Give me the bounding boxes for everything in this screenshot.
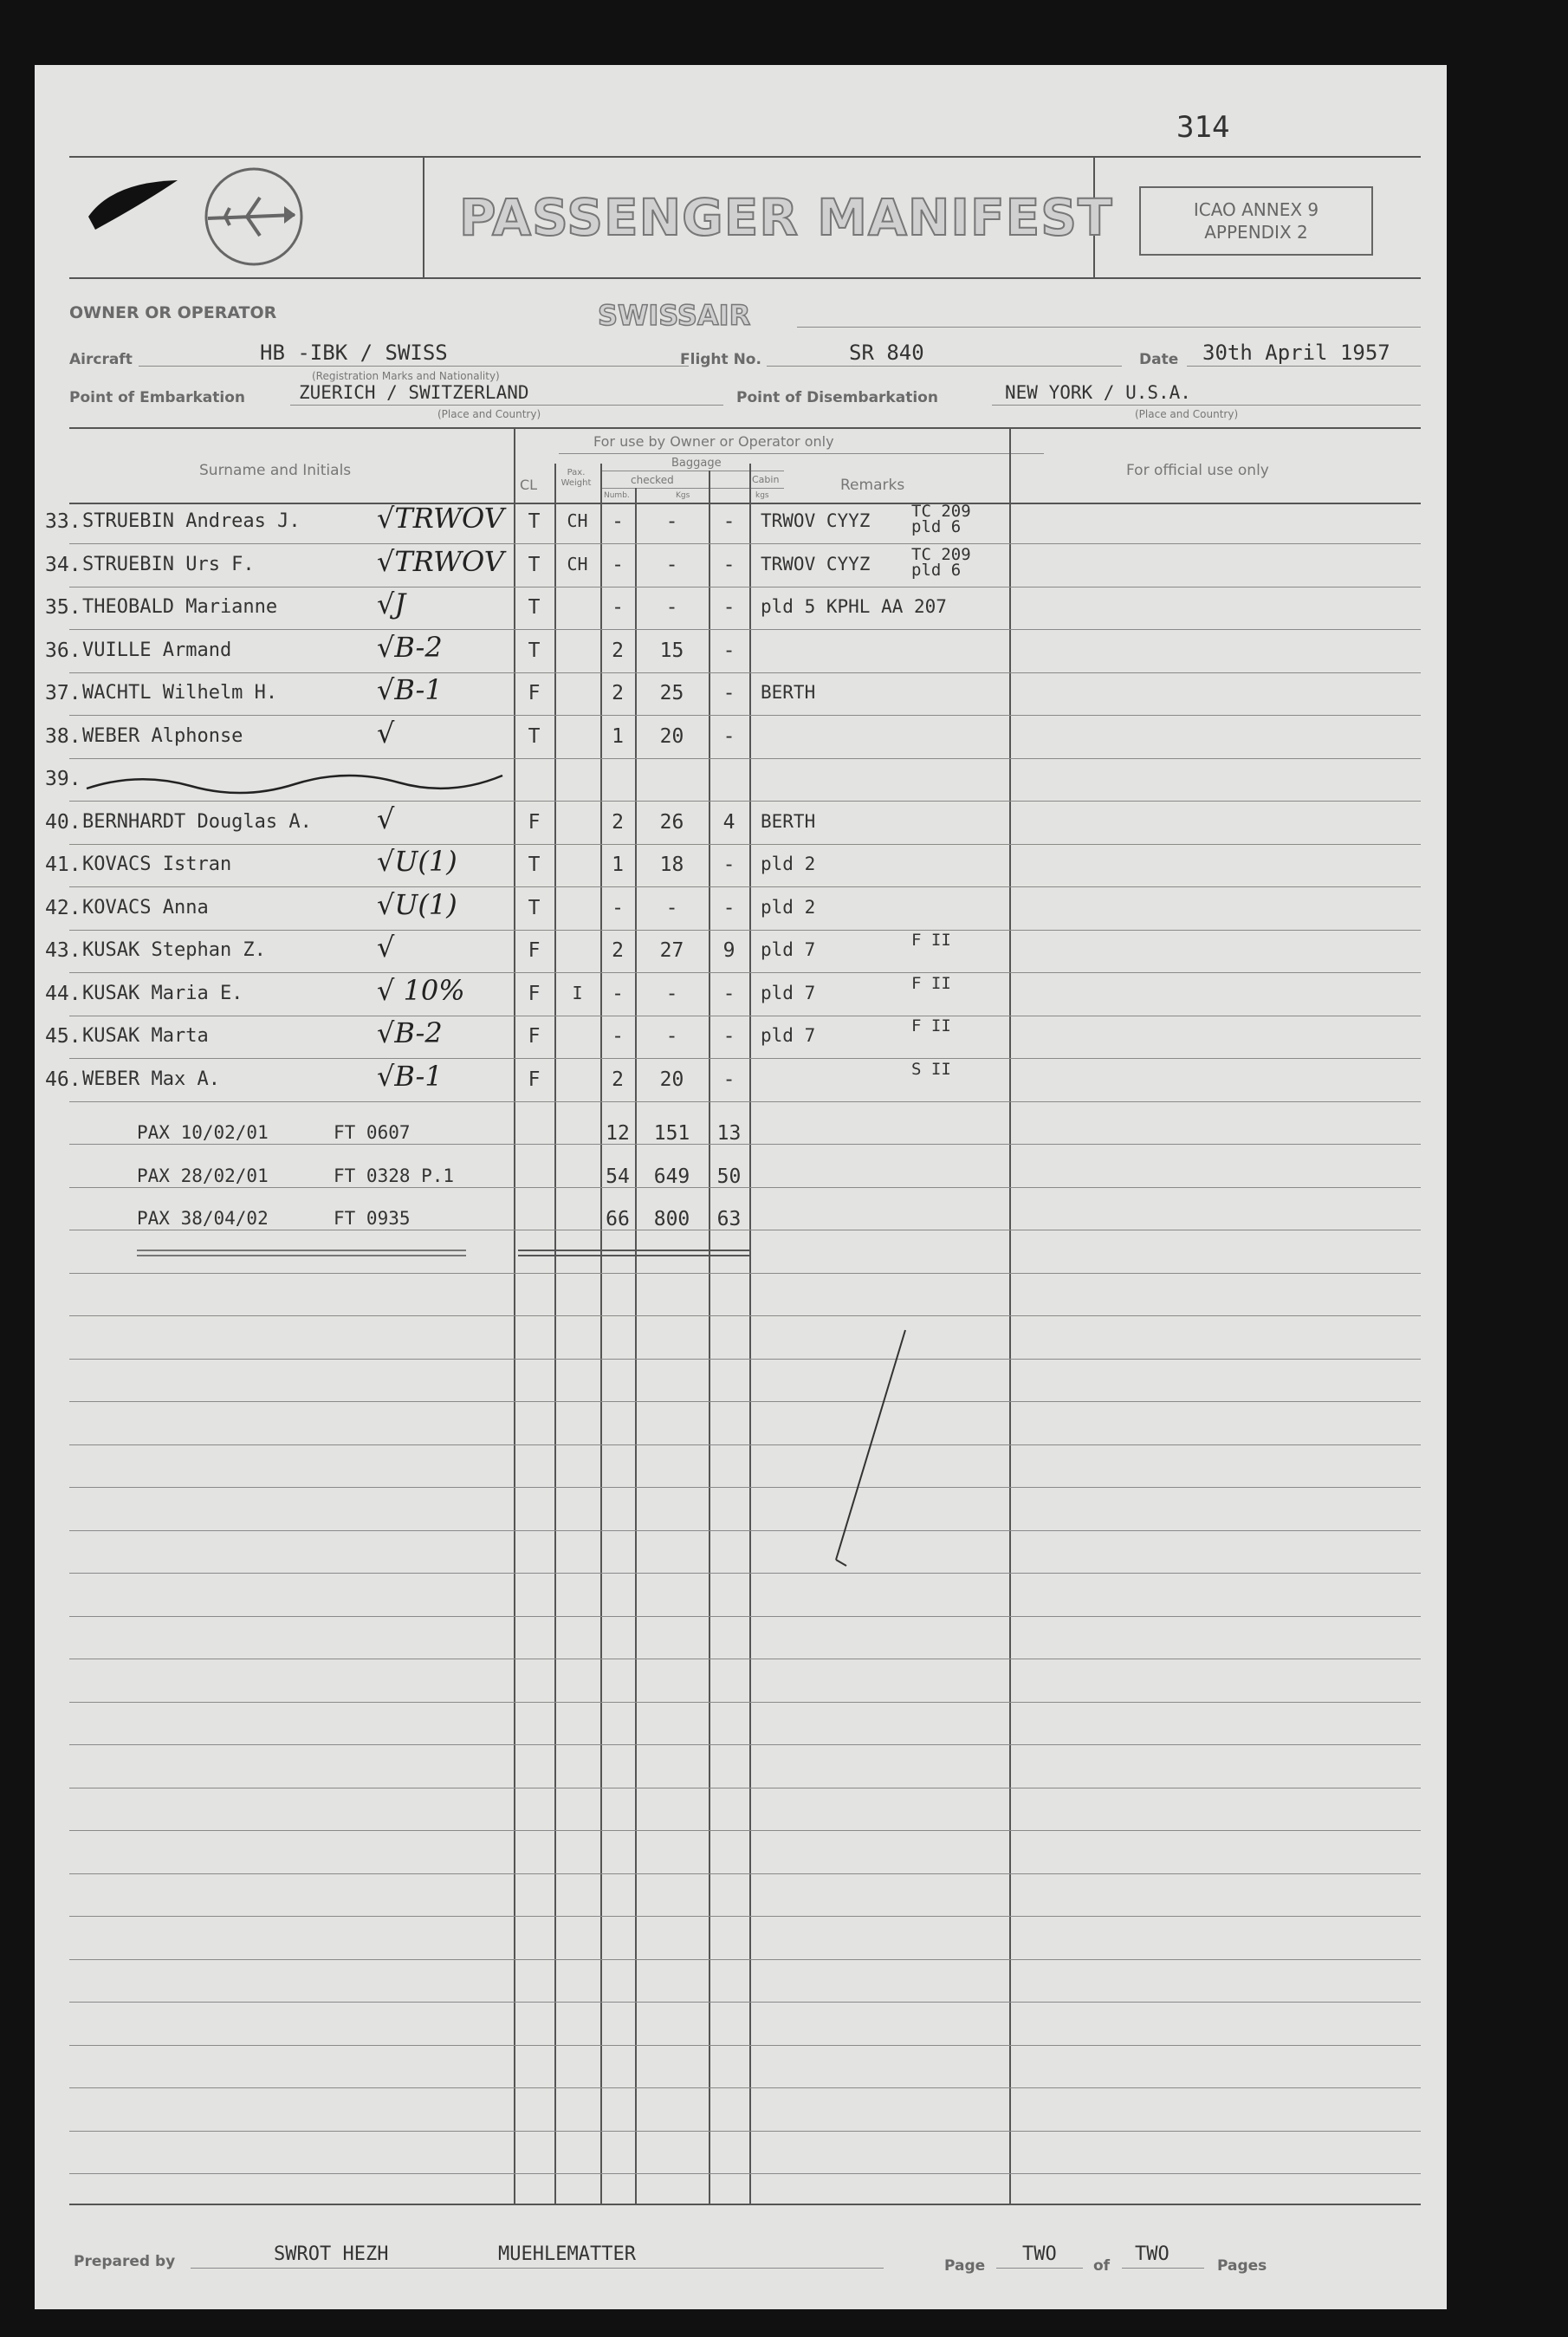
ruled-line (69, 629, 1421, 630)
bag-kgs-cell: - (665, 596, 678, 619)
header-divider-left (423, 156, 424, 277)
class-cell: F (528, 939, 541, 962)
icao-line1: ICAO ANNEX 9 (1193, 199, 1319, 220)
bag-count-cell: 2 (612, 682, 624, 704)
aircraft-label: Aircraft (69, 351, 133, 368)
prepared-value-2: MUEHLEMATTER (498, 2243, 636, 2265)
remarks-extra-cell: TC 209 pld 6 (911, 544, 971, 580)
class-cell: T (528, 724, 541, 748)
row-number: 45. (45, 1025, 81, 1048)
cabin-cell: 9 (722, 939, 735, 962)
disembark-value: NEW YORK / U.S.A. (1005, 382, 1191, 403)
totals-bag-count: 54 (606, 1165, 630, 1188)
bag-kgs-cell: - (665, 982, 678, 1005)
checked-header: checked (631, 474, 674, 486)
surname-header: Surname and Initials (199, 462, 352, 479)
row-number: 41. (45, 854, 81, 876)
disembark-rule (992, 405, 1421, 406)
totals-bag-count: 66 (606, 1208, 630, 1230)
icao-line2: APPENDIX 2 (1204, 222, 1308, 243)
prepared-rule (191, 2268, 884, 2269)
passenger-name: WEBER Alphonse (82, 724, 243, 747)
class-cell: F (528, 682, 541, 704)
cabin-cell: - (722, 1025, 735, 1048)
ruled-line (69, 930, 1421, 931)
row-number: 36. (45, 639, 81, 662)
aircraft-rule (139, 366, 689, 367)
cabin-cell: - (722, 639, 735, 662)
remarks-cell: TRWOV CYYZ (761, 553, 871, 575)
of-value: TWO (1135, 2243, 1170, 2265)
row-number: 38. (45, 724, 81, 748)
class-cell: F (528, 1068, 541, 1091)
remarks-extra-cell: F II (911, 1016, 951, 1035)
totals-double-rule (518, 1255, 750, 1256)
passenger-name: KOVACS Anna (82, 896, 209, 919)
row-number: 42. (45, 896, 81, 919)
row-number: 33. (45, 510, 81, 533)
totals-ft: FT 0328 P.1 (334, 1165, 455, 1186)
passenger-name: KUSAK Stephan Z. (82, 939, 266, 961)
cabin-cell: - (722, 896, 735, 919)
class-cell: T (528, 854, 541, 876)
ruled-line (69, 543, 1421, 544)
page-value: TWO (1022, 2243, 1057, 2265)
col-line-wt (554, 464, 556, 2204)
remarks-cell: pld 7 (761, 982, 816, 1003)
table-bottom-rule (69, 2204, 1421, 2205)
totals-pax: PAX 10/02/01 (137, 1122, 269, 1143)
disembark-label: Point of Disembarkation (736, 389, 938, 406)
ruled-line (69, 1702, 1421, 1703)
kgs-subheader: Kgs (676, 491, 690, 500)
totals-ft: FT 0935 (334, 1208, 411, 1229)
bag-count-cell: 1 (612, 854, 624, 876)
bag-kgs-cell: - (665, 510, 678, 533)
bag-count-cell: 2 (612, 639, 624, 662)
ruled-line (69, 1616, 1421, 1617)
bag-count-cell: - (612, 596, 624, 619)
ruled-line (69, 1401, 1421, 1402)
pax-weight-cell: I (572, 982, 583, 1003)
remarks-cell: pld 7 (761, 1025, 816, 1046)
of-rule (1122, 2268, 1204, 2269)
ruled-line (69, 2131, 1421, 2132)
bag-count-cell: 2 (612, 810, 624, 834)
bag-count-cell: 2 (612, 1068, 624, 1091)
remarks-cell: pld 5 KPHL AA 207 (761, 596, 947, 617)
row-number: 37. (45, 682, 81, 704)
pax-weight-cell: CH (567, 553, 588, 575)
cabin-cell: - (722, 553, 735, 576)
row-number: 34. (45, 553, 81, 576)
prepared-label: Prepared by (74, 2253, 176, 2270)
check-mark: √U(1) (377, 845, 457, 878)
ruled-line (69, 2045, 1421, 2046)
header-bottom-rule (69, 277, 1421, 279)
icao-annex-box (1139, 186, 1373, 256)
ruled-line (69, 1830, 1421, 1831)
ruled-line (69, 1873, 1421, 1874)
table-top-rule (69, 427, 1421, 429)
embark-rule (290, 405, 723, 406)
pen-stroke-mark (819, 1321, 923, 1581)
row-number: 35. (45, 596, 81, 619)
bag-kgs-cell: 18 (659, 854, 684, 876)
cabin-cell: - (722, 982, 735, 1005)
struck-row-scribble (69, 767, 520, 802)
remarks-cell: pld 7 (761, 939, 816, 960)
cabin-cell: - (722, 854, 735, 876)
bag-kgs-cell: 20 (659, 1068, 684, 1091)
totals-bag-kgs: 800 (653, 1208, 690, 1230)
bag-kgs-cell: 20 (659, 724, 684, 748)
remarks-extra-cell: S II (911, 1059, 951, 1079)
operator-name: SWISSAIR (598, 299, 751, 332)
embark-label: Point of Embarkation (69, 389, 245, 406)
check-mark: √J (377, 587, 406, 620)
owner-label: OWNER OR OPERATOR (69, 303, 277, 322)
baggage-header: Baggage (671, 457, 722, 470)
passenger-name: STRUEBIN Andreas J. (82, 510, 301, 532)
of-label: of (1093, 2257, 1111, 2275)
check-mark: √ 10% (377, 973, 465, 1007)
cabin-cell: - (722, 682, 735, 704)
bag-count-cell: - (612, 510, 624, 533)
class-cell: F (528, 982, 541, 1005)
bag-kgs-cell: - (665, 1025, 678, 1048)
check-mark: √TRWOV (377, 502, 504, 535)
remarks-cell: pld 2 (761, 896, 816, 918)
ruled-line (69, 1315, 1421, 1316)
page-title: PASSENGER MANIFEST (459, 188, 1113, 247)
class-cell: F (528, 810, 541, 834)
ruled-line (69, 1359, 1421, 1360)
class-cell: T (528, 596, 541, 619)
bag-kgs-cell: 26 (659, 810, 684, 834)
passenger-name: KOVACS Istran (82, 854, 232, 875)
passenger-name: STRUEBIN Urs F. (82, 553, 255, 575)
bag-kgs-cell: 15 (659, 639, 684, 662)
check-mark: √ (377, 931, 395, 964)
class-cell: T (528, 896, 541, 919)
bag-count-cell: - (612, 1025, 624, 1048)
pages-label: Pages (1217, 2257, 1267, 2275)
check-mark: √B-1 (377, 1059, 443, 1093)
totals-cabin: 50 (716, 1165, 742, 1188)
flight-rule (767, 366, 1122, 367)
check-mark: √ (377, 716, 395, 750)
table-header-rule (69, 503, 1421, 504)
class-cell: T (528, 510, 541, 533)
row-number: 44. (45, 982, 81, 1005)
ruled-line (69, 844, 1421, 845)
cabin-header: Cabin (752, 474, 780, 485)
totals-label-underline (137, 1255, 466, 1256)
totals-ft: FT 0607 (334, 1122, 411, 1143)
passenger-name: KUSAK Maria E. (82, 982, 243, 1004)
manifest-sheet (35, 65, 1447, 2309)
totals-label-underline (137, 1250, 466, 1251)
cabin-cell: - (722, 724, 735, 748)
class-cell: F (528, 1025, 541, 1048)
ruled-line (69, 2002, 1421, 2003)
bag-count-cell: - (612, 553, 624, 576)
remarks-cell: BERTH (761, 682, 816, 703)
date-rule (1187, 366, 1421, 367)
check-mark: √B-1 (377, 673, 443, 706)
totals-bag-kgs: 649 (653, 1165, 690, 1188)
check-mark: √TRWOV (377, 544, 504, 578)
row-number: 39. (45, 768, 81, 790)
pax-weight-header: Pax. Weight (560, 468, 592, 488)
passenger-name: WEBER Max A. (82, 1068, 220, 1090)
cabin-cell: 4 (722, 810, 735, 834)
passenger-name: WACHTL Wilhelm H. (82, 682, 278, 704)
check-mark: √B-2 (377, 1016, 443, 1049)
bag-kgs-cell: 25 (659, 682, 684, 704)
ruled-line (69, 1101, 1421, 1102)
totals-cabin: 13 (716, 1122, 742, 1145)
check-mark: √ (377, 802, 395, 835)
cabin-cell: - (722, 510, 735, 533)
ruled-line (69, 1573, 1421, 1574)
flight-label: Flight No. (680, 351, 761, 368)
aircraft-sub: (Registration Marks and Nationality) (312, 370, 500, 382)
check-mark: √B-2 (377, 630, 443, 664)
check-mark: √U(1) (377, 887, 457, 921)
passenger-name: VUILLE Armand (82, 639, 232, 661)
aircraft-value: HB -IBK / SWISS (260, 341, 448, 365)
official-header: For official use only (1126, 462, 1269, 479)
ruled-line (69, 2087, 1421, 2088)
row-number: 40. (45, 810, 81, 834)
remarks-extra-cell: F II (911, 973, 951, 993)
ruled-line (69, 972, 1421, 973)
page-label: Page (944, 2257, 986, 2275)
owner-rule (797, 327, 1421, 328)
cabin-cell: - (722, 596, 735, 619)
ruled-line (69, 1959, 1421, 1960)
passenger-name: KUSAK Marta (82, 1025, 209, 1047)
remarks-extra-cell: TC 209 pld 6 (911, 502, 971, 536)
airline-logo (78, 156, 338, 269)
ruled-line (69, 1530, 1421, 1531)
ruled-line (69, 1273, 1421, 1274)
totals-pax: PAX 38/04/02 (137, 1208, 269, 1229)
row-number: 43. (45, 939, 81, 962)
bag-count-cell: - (612, 982, 624, 1005)
bag-kgs-cell: - (665, 896, 678, 919)
totals-double-rule (518, 1250, 750, 1251)
bag-count-cell: 2 (612, 939, 624, 962)
owner-use-header: For use by Owner or Operator only (593, 433, 834, 450)
passenger-name: THEOBALD Marianne (82, 596, 278, 618)
row-number: 46. (45, 1068, 81, 1091)
remarks-header: Remarks (840, 477, 905, 494)
embark-value: ZUERICH / SWITZERLAND (299, 382, 529, 403)
col-line-remarks (749, 464, 751, 2204)
disembark-sub: (Place and Country) (1135, 408, 1239, 420)
ruled-line (69, 1916, 1421, 1917)
embark-sub: (Place and Country) (437, 408, 541, 420)
remarks-cell: pld 2 (761, 854, 816, 874)
totals-pax: PAX 28/02/01 (137, 1165, 269, 1186)
remarks-cell: BERTH (761, 810, 816, 832)
remarks-cell: TRWOV CYYZ (761, 510, 871, 531)
subcol-rule (602, 488, 784, 489)
totals-cabin: 63 (716, 1208, 742, 1230)
ruled-line (69, 1444, 1421, 1445)
ruled-line (69, 886, 1421, 887)
totals-bag-kgs: 151 (653, 1122, 690, 1145)
pax-weight-cell: CH (567, 510, 588, 531)
bag-kgs-cell: 27 (659, 939, 684, 962)
cabin-kgs-subheader: kgs (755, 491, 769, 500)
date-value: 30th April 1957 (1202, 341, 1390, 365)
ruled-line (69, 758, 1421, 759)
remarks-extra-cell: F II (911, 931, 951, 950)
ruled-line (69, 1058, 1421, 1059)
ruled-line (69, 1744, 1421, 1745)
ruled-line (69, 715, 1421, 716)
bag-kgs-cell: - (665, 553, 678, 576)
bag-count-cell: 1 (612, 724, 624, 748)
ruled-line (69, 672, 1421, 673)
cl-header: CL (520, 477, 538, 493)
prepared-value-1: SWROT HEZH (274, 2243, 389, 2265)
passenger-name: BERNHARDT Douglas A. (82, 810, 312, 833)
page-rule (996, 2268, 1083, 2269)
owner-use-rule (559, 453, 1044, 454)
date-label: Date (1139, 351, 1179, 368)
bag-count-cell: - (612, 896, 624, 919)
page-number: 314 (1176, 110, 1230, 145)
class-cell: T (528, 639, 541, 662)
flight-value: SR 840 (849, 341, 924, 365)
numb-subheader: Numb. (604, 491, 630, 500)
totals-bag-count: 12 (606, 1122, 630, 1145)
cabin-cell: - (722, 1068, 735, 1091)
ruled-line (69, 1487, 1421, 1488)
ruled-line (69, 2173, 1421, 2174)
class-cell: T (528, 553, 541, 576)
